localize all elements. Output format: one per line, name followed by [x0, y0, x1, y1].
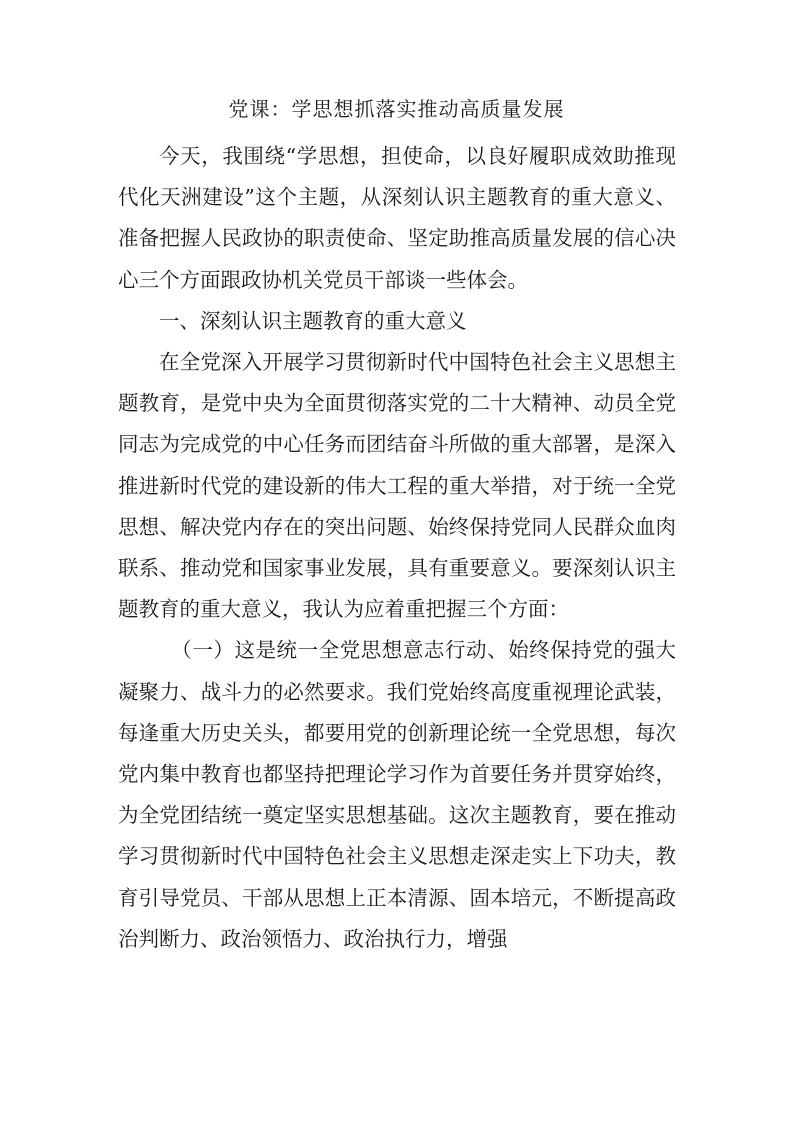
body-paragraph: 在全党深入开展学习贯彻新时代中国特色社会主义思想主题教育，是党中央为全面贯彻落实党的二十大精神、动员全党同志为完成党的中心任务而团结奋斗所做的重大部署，是深入推进新时代党的建设新的伟大工程的重大举措，对于统一全党思想、解决党内存在的突出问题、始终保持党同人民群众血肉联系、推动党和国家事业发展，具有重要意义。要深刻认识主题教育的重大意义，我认为应着重把握三个方面： [118, 350, 676, 622]
document-title: 党课：学思想抓落实推动高质量发展 [228, 97, 565, 121]
document-body [118, 136, 676, 960]
section-heading: 一、深刻认识主题教育的重大意义 [159, 308, 467, 333]
intro-paragraph: 今天，我围绕“学思想，担使命，以良好履职成效助推现代化天洲建设”这个主题，从深刻认识主题教育的重大意义、准备把握人民政协的职责使命、坚定助推高质量发展的信心决心三个方面跟政协机关党员干部谈一些体会。 [118, 144, 676, 292]
subsection-paragraph: （一）这是统一全党思想意志行动、始终保持党的强大凝聚力、战斗力的必然要求。我们党始终高度重视理论武装，每逢重大历史关头，都要用党的创新理论统一全党思想，每次党内集中教育也都坚持把理论学习作为首要任务并贯穿始终，为全党团结统一奠定坚实思想基础。这次主题教育，要在推动学习贯彻新时代中国特色社会主义思想走深走实上下功夫，教育引导党员、干部从思想上正本清源、固本培元，不断提高政治判断力、政治领悟力、政治执行力，增强 [118, 638, 676, 951]
